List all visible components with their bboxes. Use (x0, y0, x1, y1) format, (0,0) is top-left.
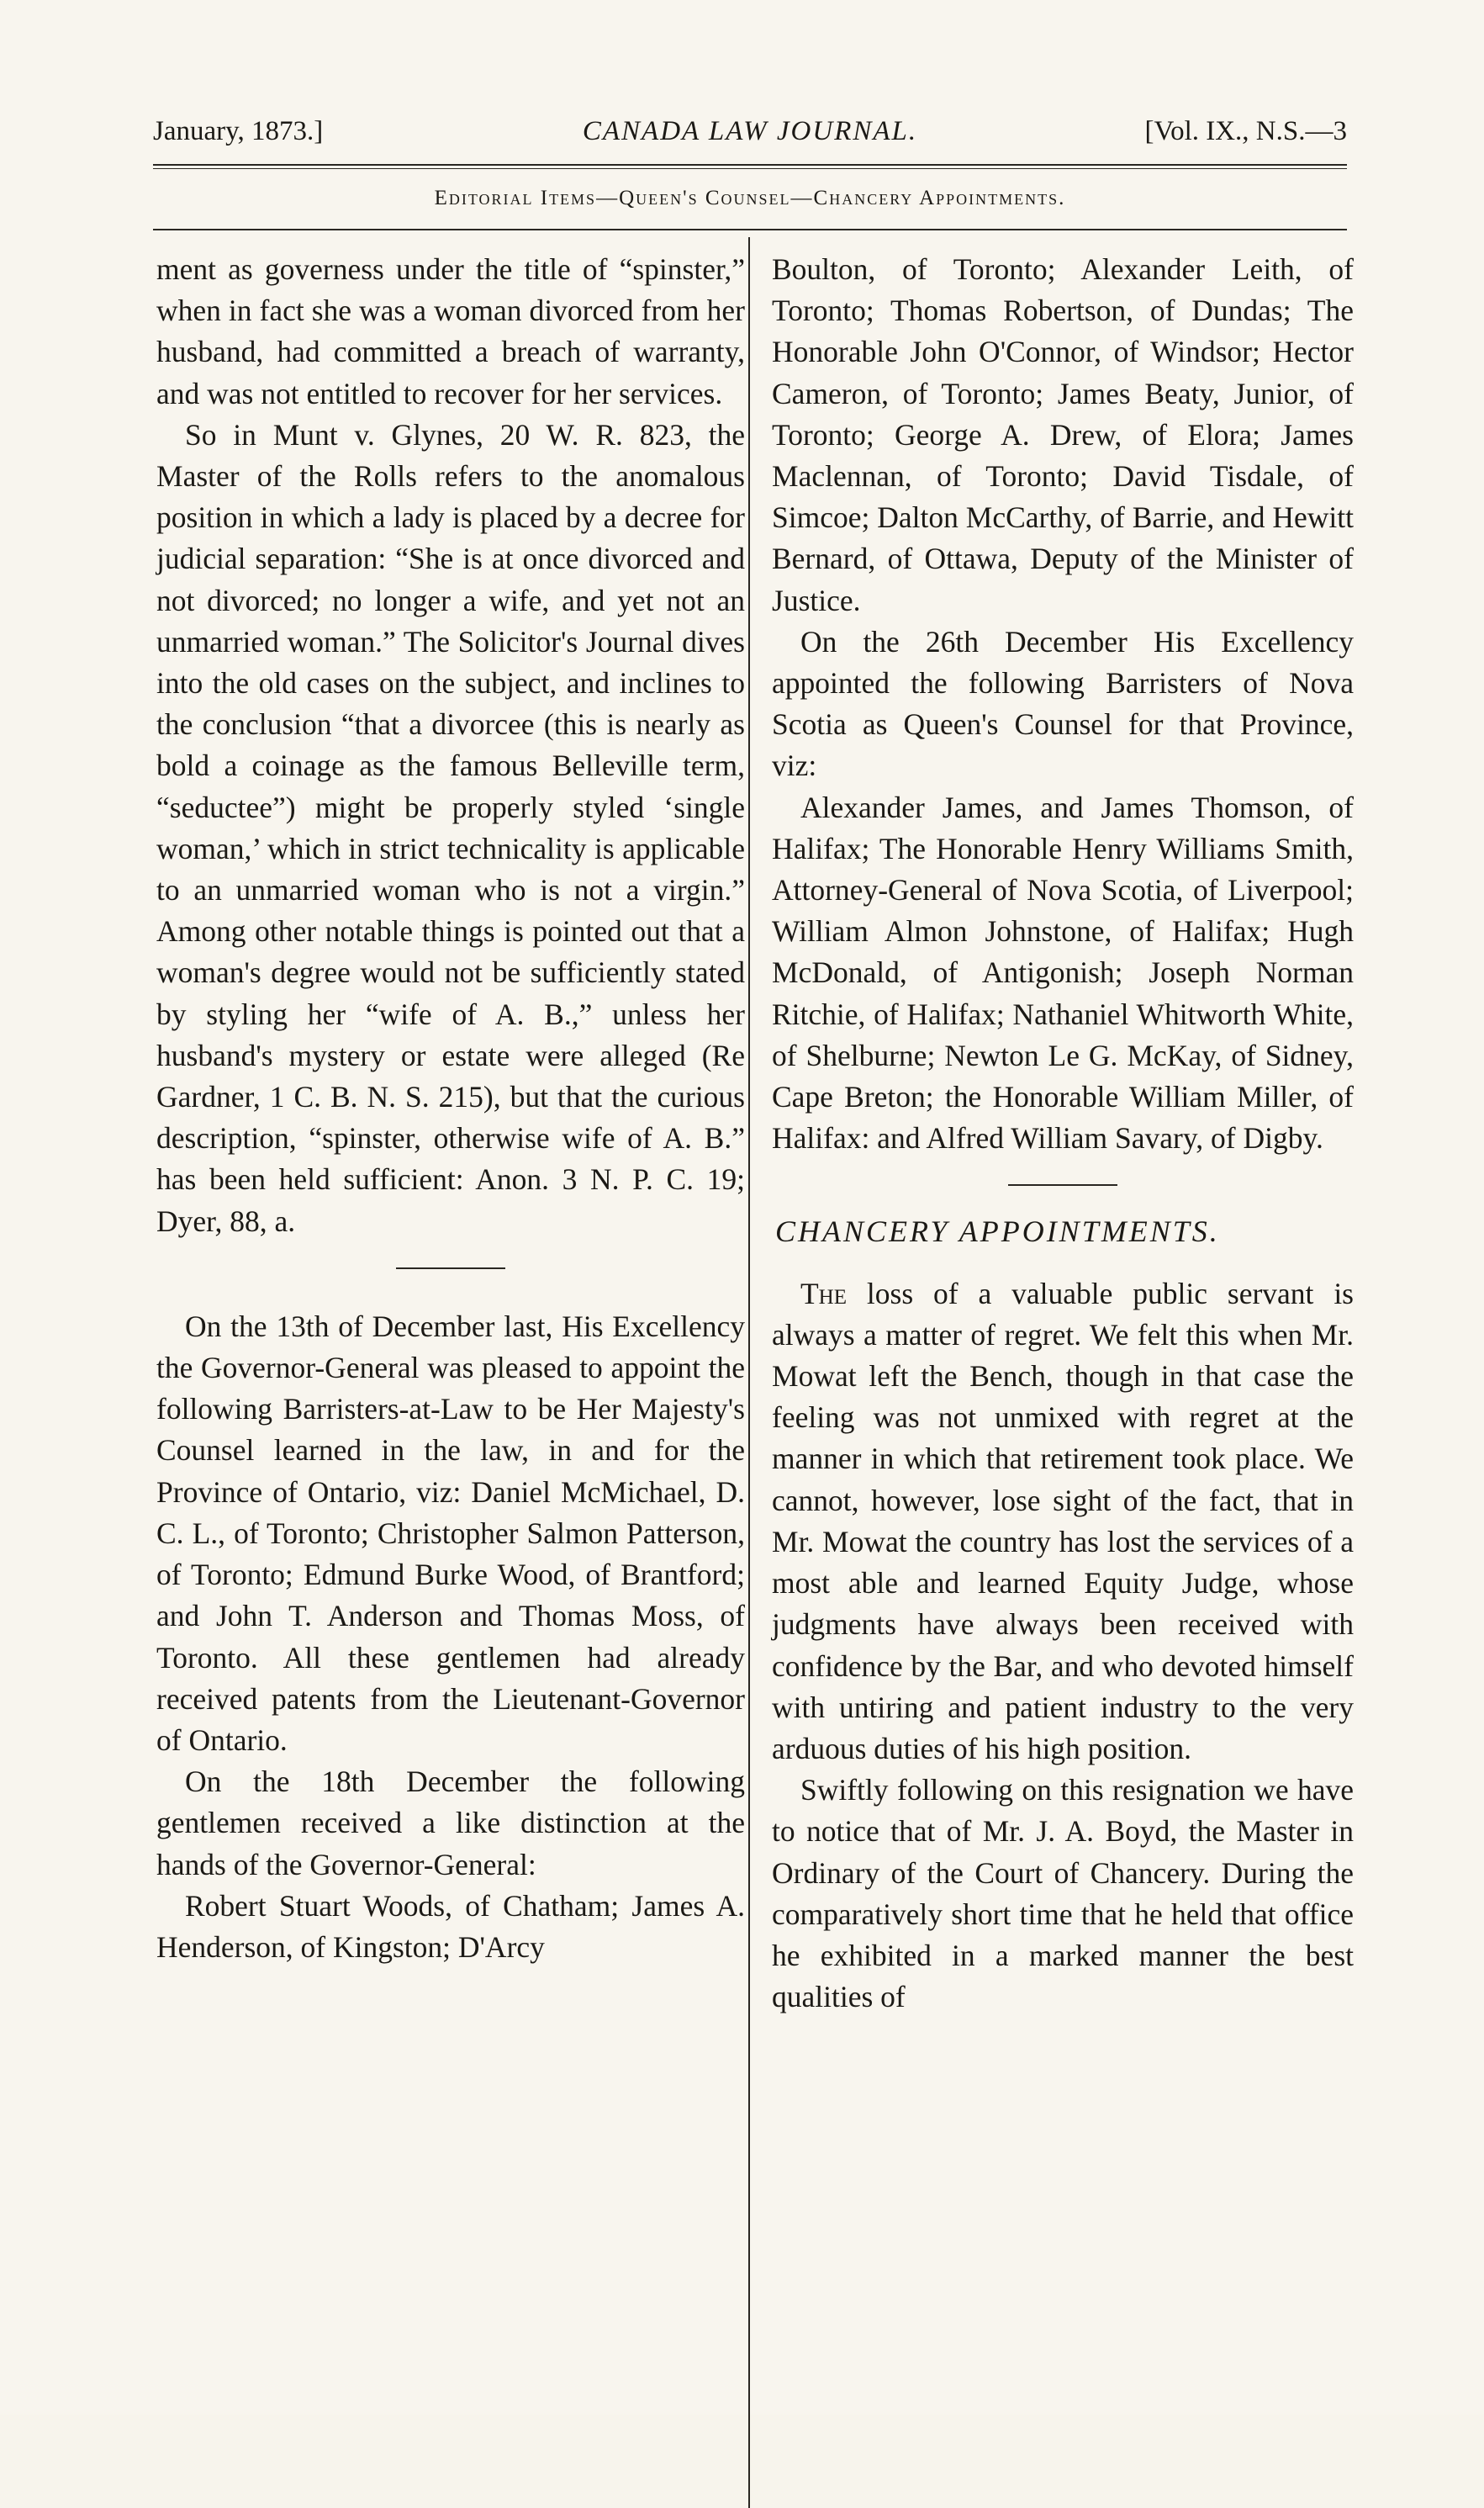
issue-date: January, 1873.] (153, 116, 324, 146)
paragraph-continued: ment as governess under the title of “spinster,” when in fact she was a woman divorced from her husband, had committed a breach of warranty, and was not entitled to recover for her services. (156, 252, 745, 410)
journal-title: CANADA LAW JOURNAL. (582, 116, 918, 146)
separator-rule (1008, 1184, 1117, 1186)
paragraph-governor-general: On the 18th December the following gentlemen received a like distinction at the hands of the Governor-General: (156, 1765, 745, 1881)
paragraph-mowat-text: loss of a valuable public servant is always a matter of regret. We felt this when Mr. Mowat left the Bench, though in that case the feeling was not unmixed with regret at the manner in which that retirement took place. We cannot, however, lose sight of the fact, that in Mr. Mowat the country has lost the services of a most able and learned Equity Judge, whose judgments have always been received with confidence by the Bar, and who devoted himself with untiring and patient industry to the very arduous duties of his high position. (772, 1276, 1354, 1765)
paragraph-nova-scotia: On the 26th December His Excellency appointed the following Barristers of Nova Scotia as Queen's Counsel for that Province, viz: (772, 624, 1354, 783)
paragraph-mowat (772, 1273, 1354, 1770)
article-heading: CHANCERY APPOINTMENTS. (775, 1214, 1220, 1249)
lead-word: The (800, 1276, 848, 1310)
separator-rule (396, 1267, 505, 1269)
paragraph-ontario-counsel: On the 13th of December last, His Excellency the Governor-General was pleased to appoint the following Barristers-at-Law to be Her Majesty's Counsel learned in the law, in and for the Province of Ontario, viz: Daniel McMichael, D. C. L., of Toronto; Christopher Salmon Patterson, of Toronto; Edmund Burke Wood, of Brantford; and John T. Anderson and Thomas Moss, of Toronto. All these gentlemen had already received patents from the Lieutenant-Governor of Ontario. (156, 1309, 745, 1757)
paragraph-boyd: Swiftly following on this resignation we have to notice that of Mr. J. A. Boyd, the Master in Ordinary of the Court of Chancery. During the comparatively short time that he held that office he exhibited in a marked manner the best qualities of (772, 1773, 1354, 2014)
volume-page: [Vol. IX., N.S.—3 (1144, 116, 1347, 146)
section-heading: Editorial Items—Queen's Counsel—Chancery Appointments. (434, 187, 1066, 209)
paragraph-names-continued: Boulton, of Toronto; Alexander Leith, of Toronto; Thomas Robertson, of Dundas; The Honorable John O'Connor, of Windsor; Hector Cameron, of Toronto; James Beaty, Junior, of Toronto; George A. Drew, of Elora; James Maclennan, of Toronto; David Tisdale, of Simcoe; Dalton McCarthy, of Barrie, and Hewitt Bernard, of Ottawa, Deputy of the Minister of Justice. (772, 252, 1354, 617)
header-rule (153, 164, 1347, 166)
header-rule-thin (153, 168, 1347, 169)
right-column (772, 249, 1354, 2018)
left-column (156, 249, 745, 1968)
column-divider (748, 237, 750, 2508)
paragraph-nova-scotia-names: Alexander James, and James Thomson, of Halifax; The Honorable Henry Williams Smith, Attorney-General of Nova Scotia, of Liverpool; William Almon Johnstone, of Halifax; Hugh McDonald, of Antigonish; Joseph Norman Ritchie, of Halifax; Nathaniel Whitworth White, of Shelburne; Newton Le G. McKay, of Sidney, Cape Breton; the Honorable William Miller, of Halifax: and Alfred William Savary, of Digby. (772, 790, 1354, 1156)
paragraph-names-list: Robert Stuart Woods, of Chatham; James A. Henderson, of Kingston; D'Arcy (156, 1888, 745, 1964)
running-head (153, 116, 1347, 167)
section-rule (153, 229, 1347, 230)
paragraph-munt-v-glynes: So in Munt v. Glynes, 20 W. R. 823, the Master of the Rolls refers to the anomalous position in which a lady is placed by a decree for judicial separation: “She is at once divorced and not divorced; no longer a wife, and yet not an unmarried woman.” The Solicitor's Journal dives into the old cases on the subject, and inclines to the conclusion “that a divorcee (this is nearly as bold a coinage as the famous Belleville term, “seductee”) might be properly styled ‘single woman,’ which in strict technicality is applicable to an unmarried woman who is not a virgin.” Among other notable things is pointed out that a woman's degree would not be sufficiently stated by styling her “wife of A. B.,” unless her husband's mystery or estate were alleged (Re Gardner, 1 C. B. N. S. 215), but that the curious description, “spinster, otherwise wife of A. B.” has been held sufficient: Anon. 3 N. P. C. 19; Dyer, 88, a. (156, 417, 745, 1238)
